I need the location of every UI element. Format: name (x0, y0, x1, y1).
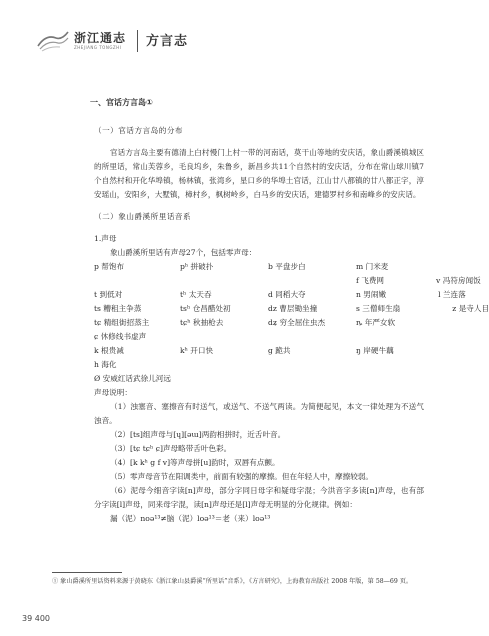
initials-intro: 象山爵溪所里话有声母27个，包括零声母： (110, 248, 257, 257)
zhejiang-tongzhi-logo-icon (36, 28, 70, 52)
initial-cell (268, 274, 356, 288)
initial-cell (180, 330, 268, 344)
header-divider (137, 30, 138, 52)
initial-cell: tɕ 精组街招蒸主 (94, 318, 150, 327)
initial-cell-extra: v 冯符房闻饭 (436, 276, 481, 285)
page-number-value: 400 (34, 614, 51, 623)
series-title: 浙江通志 (74, 31, 127, 45)
initial-cell: n 男闹嫩 l 兰连落 (356, 288, 424, 302)
initials-note: （2）[ts]组声母与[ɥ][əɯ]两韵相拼时，近舌叶音。 (110, 430, 286, 439)
subsection-title-distribution: （一）官话方言岛的分布 (94, 126, 184, 135)
initial-cell: dʑ 穷全屈住虫杰 (268, 318, 326, 327)
initials-table (94, 260, 489, 386)
initial-cell (94, 274, 180, 288)
initial-cell: b 平盘步白 (268, 262, 306, 271)
subsection-title-phonology: （二）象山爵溪所里话音系 (94, 212, 192, 221)
initial-cell-extra: l 兰连落 (438, 290, 466, 299)
book-title: 方言志 (146, 34, 189, 49)
initial-cell: ɕ 休修线书虚声 (94, 332, 147, 341)
folio-prefix: 39 (22, 614, 33, 623)
initial-cell (268, 330, 356, 344)
initial-cell: t 到低对 (94, 290, 123, 299)
initial-cell: kʰ 开口快 (180, 346, 214, 355)
page-header (36, 26, 456, 56)
initial-cell (356, 358, 424, 372)
initial-cell: g 跪共 (268, 346, 291, 355)
distribution-paragraph: 官话方言岛主要有德清上白村慢门上村一带的河南话，莫干山等地的安庆话，象山爵溪镇城区的所里话，常山芙蓉乡，毛良坞乡，朱鲁乡，新昌乡共11个自然村的安庆话，分布在常山球川镇7个自然村和开化华埠镇，杨林镇，张湾乡，星口乡的华埠土官话，江山廿八都镇的廿八都正字，淳安瑶山，安阳乡，大墅镇，樟村乡，枫树岭乡，白马乡的安庆话，建德罗村乡和南峰乡的安庆话。 (94, 148, 424, 199)
initials-notes-title: 声母说明： (94, 388, 132, 397)
initials-heading: 1.声母 (94, 234, 117, 243)
initial-cell (268, 372, 356, 386)
initial-cell: Ø 安威红话武徐儿河远 (94, 374, 171, 383)
initials-note: （1）浊塞音、塞擦音有时送气，或送气、不送气两读。为简便起见，本文一律处理为不送气浊音。 (94, 402, 424, 425)
initial-cell (180, 358, 268, 372)
initial-cell (180, 274, 268, 288)
initial-cell (268, 358, 356, 372)
initial-cell: dz 曹层锄坐撞 (268, 304, 318, 313)
initial-cell: k 根贵减 (94, 346, 124, 355)
footnote: ① 象山爵溪所里话资料来源于黄晓东《浙江象山县爵溪“所里话”音系》，《方言研究》，上海教育出版社 2008 年版，第 58—69 页。 (52, 578, 413, 585)
initial-cell: ȵ 年严女软 (356, 318, 396, 327)
example-line: 漏（泥）noə¹³≠脑（泥）loə¹³＝老（来）loə¹³ (110, 514, 271, 523)
page-number (22, 614, 50, 623)
initial-cell: pʰ 拼破扑 (180, 262, 214, 271)
initial-cell (180, 372, 268, 386)
initials-note: （5）零声母音节在阳调类中，前面有较强的摩擦。但在年轻人中，摩擦较弱。 (110, 472, 374, 481)
initials-note: （3）[tɕ tɕʰ ɕ]声母略带舌叶色彩。 (110, 444, 232, 453)
initial-cell (356, 372, 424, 386)
initials-note: （6）泥母今细音字读[n]声母，部分字同日母字和疑母字混；今洪音字多读[n]声母，也有部分字读[l]声母，同来母字混，读[n]声母还是[l]声母无明显的分化规律。例如： (94, 486, 424, 509)
initial-cell: d 同稻大夺 (268, 290, 306, 299)
initial-cell: p 帮饱布 (94, 262, 125, 271)
initial-cell: m 门米麦 (356, 262, 389, 271)
series-title-latin: ZHEJIANG TONGZHI (74, 45, 122, 50)
initial-cell: f 飞费网 v 冯符房闻饭 (356, 274, 424, 288)
section-title: 一、官话方言岛① (90, 98, 153, 107)
initial-cell-extra: z 是寺人目 (452, 304, 489, 313)
initial-cell: tʰ 太天吞 (180, 290, 212, 299)
footnote-rule (52, 572, 122, 573)
initial-cell (356, 330, 424, 344)
page-body (90, 96, 489, 526)
initial-cell: tsʰ 仓昌醋处初 (180, 304, 231, 313)
initial-cell: h 海化 (94, 360, 117, 369)
initials-note: （4）[k kʰ g f v]等声母拼[u]韵时，双唇有点颤。 (110, 458, 280, 467)
initial-cell: tɕʰ 秋抽枪去 (180, 318, 224, 327)
initial-cell: ts 糟租主争蒸 (94, 304, 142, 313)
initial-cell: ŋ 岸硬牛藕 (356, 346, 394, 355)
initial-cell: s 三僧师生扇 z 是寺人目 (356, 302, 424, 316)
